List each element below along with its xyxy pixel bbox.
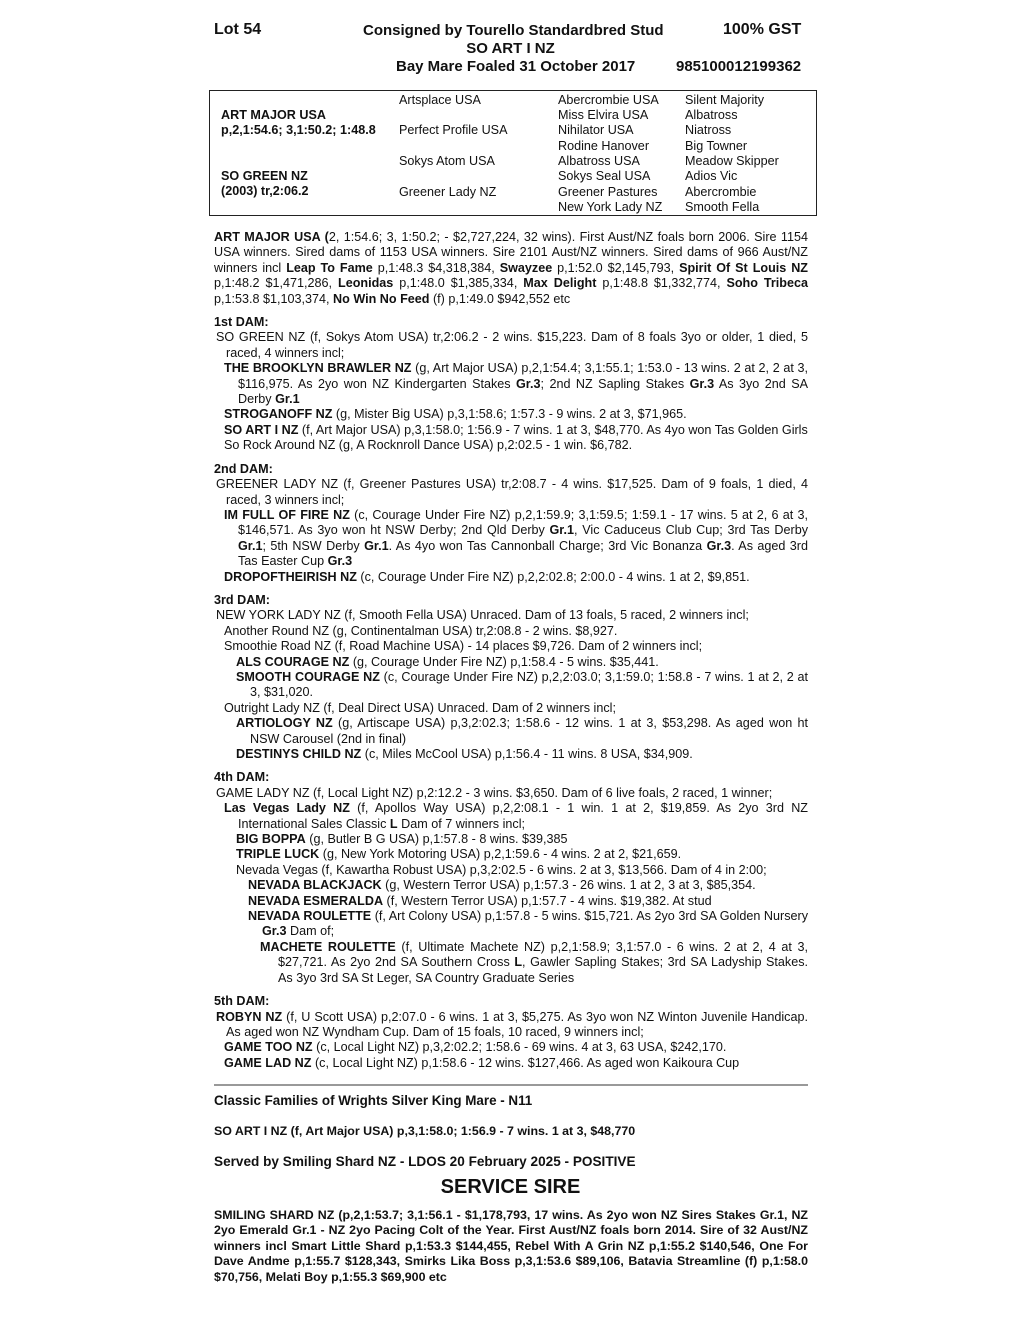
divider: [214, 1084, 808, 1086]
pedigree-gen4: Big Towner: [685, 139, 748, 153]
pedigree-gen4: Meadow Skipper: [685, 154, 779, 168]
lot-number: Lot 54: [214, 21, 262, 38]
dam-entry: ROBYN NZ (f, U Scott USA) p,2:07.0 - 6 wins. 1 at 3, $5,275. As 3yo won NZ Winton Juvenile Handicap. As aged won NZ Wyndham Cup. Dam of 15 foals, 10 raced, 9 winners incl;: [216, 1009, 808, 1039]
progeny-entry: Outright Lady NZ (f, Deal Direct USA) Unraced. Dam of 2 winners incl;: [224, 700, 616, 715]
horse-name: SO ART I NZ: [466, 40, 555, 57]
pedigree-gen4: Albatross: [685, 108, 738, 122]
pedigree-gen4: Adios Vic: [685, 169, 738, 183]
progeny-entry: NEVADA ESMERALDA (f, Western Terror USA) p,1:57.7 - 4 wins. $19,382. At stud: [248, 893, 712, 908]
progeny-entry: SMOOTH COURAGE NZ (c, Courage Under Fire NZ) p,2,2:03.0; 3,1:59.0; 1:58.8 - 7 wins. 1 at 2, 2 at 3, $31,020.: [236, 669, 808, 700]
service-sire-paragraph: SMILING SHARD NZ (p,2,1:53.7; 3,1:56.1 - $1,178,793, 17 wins. As 2yo won NZ Sires Stakes Gr.1, NZ 2yo Emerald Gr.1 - NZ 2yo Pacing Colt of the Year. First Aust/NZ foals born 2014. Sire of 32 Aust/NZ winners incl Smart Little Shard p,1:53.3 $144,455, Rebel With A Grin NZ p,1:55.2 $140,546, One For Dave Andme p,1:55.7 $128,343, Smirks Lika Boss p,3,1:53.6 $89,106, Batavia Streamline (f) p,1:58.0 $70,756, Melati Boy p,1:55.3 $69,900 etc: [214, 1208, 808, 1284]
fourth-dam-heading: 4th DAM:: [214, 770, 270, 785]
pedigree-sire-record: p,2,1:54.6; 3,1:50.2; 1:48.8: [221, 123, 376, 137]
pedigree-gen2: Perfect Profile USA: [399, 123, 508, 137]
pedigree-gen4: Niatross: [685, 123, 732, 137]
progeny-entry: ALS COURAGE NZ (g, Courage Under Fire NZ) p,1:58.4 - 5 wins. $35,441.: [236, 654, 659, 669]
lot-summary: SO ART I NZ (f, Art Major USA) p,3,1:58.0; 1:56.9 - 7 wins. 1 at 3, $48,770: [214, 1124, 636, 1138]
pedigree-gen2: Greener Lady NZ: [399, 185, 497, 199]
progeny-entry: So Rock Around NZ (g, A Rocknroll Dance USA) p,2:02.5 - 1 win. $6,782.: [224, 438, 633, 453]
progeny-entry: Nevada Vegas (f, Kawartha Robust USA) p,3,2:02.5 - 6 wins. 2 at 3, $13,566. Dam of 4 in 2:00;: [236, 862, 767, 877]
progeny-entry: NEVADA ROULETTE (f, Art Colony USA) p,1:57.8 - 5 wins. $15,721. As 2yo 3rd SA Golden Nursery Gr.3 Dam of;: [248, 909, 808, 939]
progeny-entry: MACHETE ROULETTE (f, Ultimate Machete NZ) p,2,1:58.9; 3,1:57.0 - 6 wins. 2 at 2, 4 at 3, $27,721. As 2yo 2nd SA Southern Cross L, Gawler Sapling Stakes; 3rd SA Ladyship Stakes. As 3yo 3rd SA St Leger, SA Country Graduate Series: [260, 939, 808, 985]
pedigree-gen3: Sokys Seal USA: [558, 169, 651, 183]
served-line: Served by Smiling Shard NZ - LDOS 20 February 2025 - POSITIVE: [214, 1154, 636, 1169]
second-dam-heading: 2nd DAM:: [214, 461, 273, 476]
family-line: Classic Families of Wrights Silver King Mare - N11: [214, 1093, 533, 1108]
pedigree-gen2: Sokys Atom USA: [399, 154, 495, 168]
third-dam-heading: 3rd DAM:: [214, 592, 270, 607]
progeny-entry: Another Round NZ (g, Continentalman USA) tr,2:08.8 - 2 wins. $8,927.: [224, 623, 618, 638]
catalogue-body: [214, 230, 808, 1071]
pedigree-dam: SO GREEN NZ: [221, 169, 308, 183]
progeny-entry: THE BROOKLYN BRAWLER NZ (g, Art Major USA) p,2,1:54.4; 3,1:55.1; 1:53.0 - 13 wins. 2 at 2, 2 at 3, $116,975. As 2yo won NZ Kindergarten Stakes Gr.3; 2nd NZ Sapling Stakes Gr.3 As 3yo 2nd SA Derby Gr.1: [224, 361, 809, 407]
pedigree-gen3: Miss Elvira USA: [558, 108, 649, 122]
pedigree-gen3: Rodine Hanover: [558, 139, 650, 153]
sire-paragraph: ART MAJOR USA (2, 1:54.6; 3, 1:50.2; - $2,727,224, 32 wins). First Aust/NZ foals born 2006. Sire 1154 USA winners. Sired dams of 1153 USA winners. Sire 2101 Aust/NZ winners. Sired dams of 966 Aust/NZ winners incl Leap To Fame p,1:48.3 $4,318,384, Swayzee p,1:52.0 $2,145,793, Spirit Of St Louis NZ p,1:48.2 $1,471,286, Leonidas p,1:48.0 $1,385,334, Max Delight p,1:48.8 $1,332,774, Soho Tribeca p,1:53.8 $1,103,374, No Win No Feed (f) p,1:49.0 $942,552 etc: [214, 230, 808, 306]
progeny-entry: Smoothie Road NZ (f, Road Machine USA) - 14 places $9,726. Dam of 2 winners incl;: [224, 639, 703, 654]
progeny-entry: SO ART I NZ (f, Art Major USA) p,3,1:58.0; 1:56.9 - 7 wins. 1 at 3, $48,770. As 4yo won Tas Golden Girls: [224, 422, 808, 437]
pedigree-table: [209, 90, 817, 216]
progeny-entry: DROPOFTHEIRISH NZ (c, Courage Under Fire NZ) p,2,2:02.8; 2:00.0 - 4 wins. 1 at 2, $9,851.: [224, 569, 750, 584]
pedigree-gen3: Greener Pastures: [558, 185, 658, 199]
dam-entry: NEW YORK LADY NZ (f, Smooth Fella USA) Unraced. Dam of 13 foals, 5 raced, 2 winners incl;: [216, 608, 749, 623]
progeny-entry: GAME LAD NZ (c, Local Light NZ) p,1:58.6 - 12 wins. $127,466. As aged won Kaikoura Cup: [224, 1055, 740, 1070]
pedigree-gen2: Artsplace USA: [399, 93, 481, 107]
progeny-entry: BIG BOPPA (g, Butler B G USA) p,1:57.8 - 8 wins. $39,385: [236, 832, 568, 847]
dam-entry: GREENER LADY NZ (f, Greener Pastures USA) tr,2:08.7 - 4 wins. $17,525. Dam of 9 foals, 1 died, 4 raced, 3 winners incl;: [216, 477, 808, 507]
consignor: Consigned by Tourello Standardbred Stud: [363, 22, 664, 39]
dam-entry: SO GREEN NZ (f, Sokys Atom USA) tr,2:06.2 - 2 wins. $15,223. Dam of 8 foals 3yo or older, 1 died, 5 raced, 4 winners incl;: [216, 330, 808, 360]
pedigree-gen4: Silent Majority: [685, 93, 765, 107]
progeny-entry: Las Vegas Lady NZ (f, Apollos Way USA) p,2,2:08.1 - 1 win. 1 at 2, $19,859. As 2yo 3rd NZ International Sales Classic L Dam of 7 winners incl;: [224, 801, 808, 831]
fifth-dam-heading: 5th DAM:: [214, 994, 270, 1009]
pedigree-gen3: New York Lady NZ: [558, 200, 663, 214]
microchip-number: 985100012199362: [676, 58, 802, 75]
progeny-entry: NEVADA BLACKJACK (g, Western Terror USA) p,1:57.3 - 26 wins. 1 at 2, 3 at 3, $85,354.: [248, 878, 756, 893]
foaled-line: Bay Mare Foaled 31 October 2017: [396, 58, 636, 75]
progeny-entry: STROGANOFF NZ (g, Mister Big USA) p,3,1:58.6; 1:57.3 - 9 wins. 2 at 3, $71,965.: [224, 407, 687, 422]
progeny-entry: IM FULL OF FIRE NZ (c, Courage Under Fire NZ) p,2,1:59.9; 3,1:59.5; 1:59.1 - 17 wins. 5 at 2, 6 at 3, $146,571. As 3yo won ht NSW Derby; 2nd Qld Derby Gr.1, Vic Caduceus Club Cup; 3rd Tas Derby Gr.1; 5th NSW Derby Gr.1. As 4yo won Tas Cannonball Charge; 3rd Vic Bonanza Gr.3. As aged 3rd Tas Easter Cup Gr.3: [224, 507, 809, 569]
first-dam-heading: 1st DAM:: [214, 315, 269, 330]
progeny-entry: GAME TOO NZ (c, Local Light NZ) p,3,2:02.2; 1:58.6 - 69 wins. 4 at 3, 63 USA, $242,170.: [224, 1040, 727, 1055]
dam-entry: GAME LADY NZ (f, Local Light NZ) p,2:12.2 - 3 wins. $3,650. Dam of 6 live foals, 2 raced, 1 winner;: [216, 785, 773, 800]
progeny-entry: DESTINYS CHILD NZ (c, Miles McCool USA) p,1:56.4 - 11 wins. 8 USA, $34,909.: [236, 747, 693, 761]
pedigree-sire: ART MAJOR USA: [221, 108, 326, 122]
gst-badge: 100% GST: [723, 21, 802, 38]
pedigree-gen3: Albatross USA: [558, 154, 640, 168]
progeny-entry: TRIPLE LUCK (g, New York Motoring USA) p,2,1:59.6 - 4 wins. 2 at 2, $21,659.: [236, 847, 682, 862]
pedigree-gen3: Nihilator USA: [558, 123, 634, 137]
pedigree-gen3: Abercrombie USA: [558, 93, 659, 107]
pedigree-gen4: Abercrombie: [685, 185, 757, 199]
service-sire-heading: SERVICE SIRE: [440, 1176, 581, 1198]
pedigree-gen4: Smooth Fella: [685, 200, 760, 214]
progeny-entry: ARTIOLOGY NZ (g, Artiscape USA) p,3,2:02.3; 1:58.6 - 12 wins. 1 at 3, $53,298. As aged won ht NSW Carousel (2nd in final): [236, 716, 809, 746]
pedigree-dam-record: (2003) tr,2:06.2: [221, 184, 309, 198]
